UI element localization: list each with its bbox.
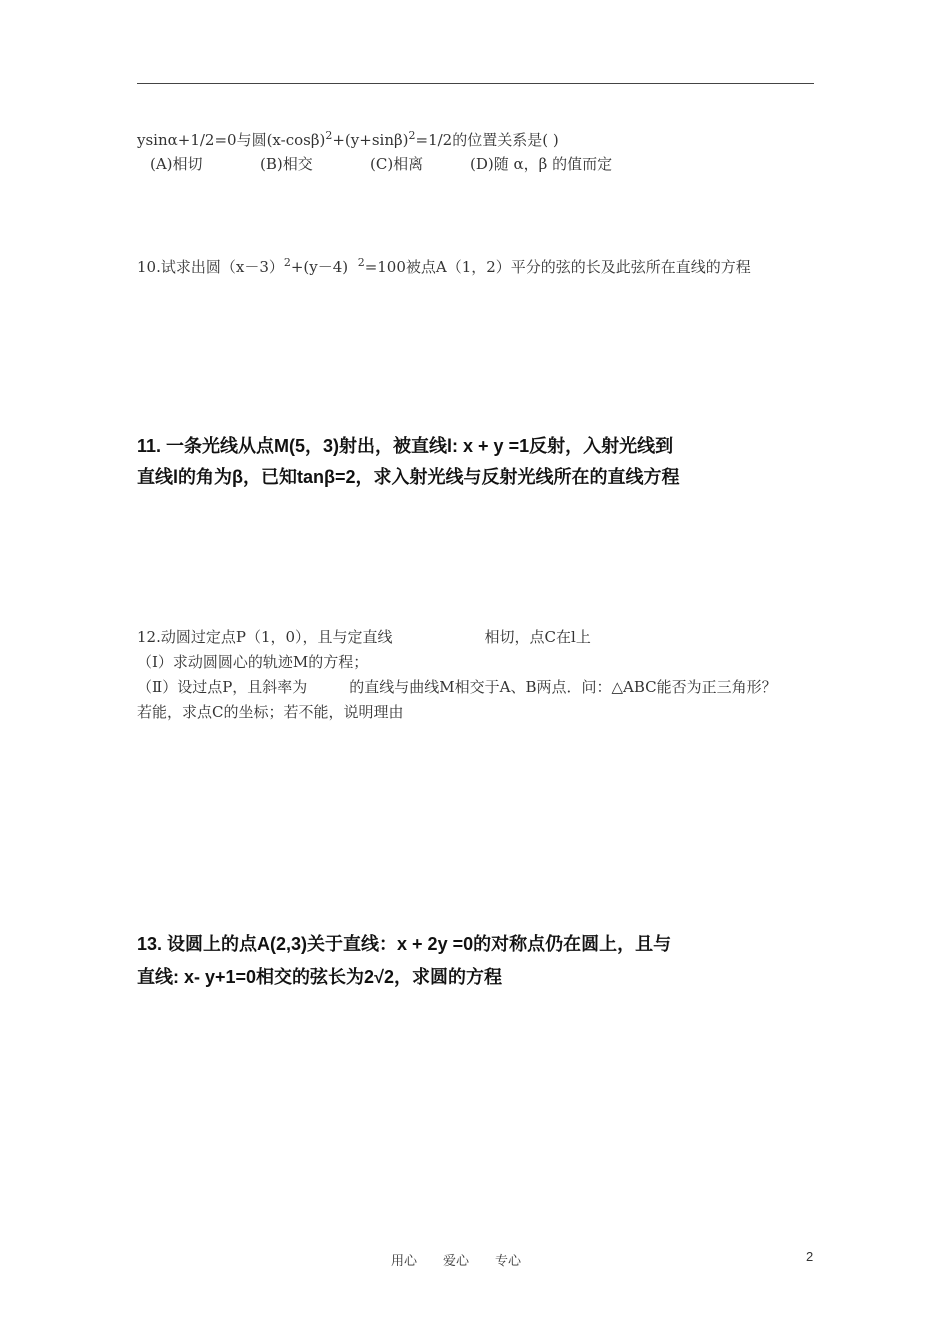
q9-option-d: (D)随 α，β 的值而定 [470, 155, 613, 173]
q9-stem [137, 129, 559, 150]
footer-word: 专心 [495, 1254, 522, 1269]
q9-options [150, 153, 612, 174]
q9-stem-part: ysinα+1/2=0与圆(x-cosβ) [137, 131, 326, 149]
q13-line1: 13. 设圆上的点A(2,3)关于直线：x + 2y =0的对称点仍在圆上，且与 [137, 934, 672, 954]
q12-line2: （Ⅰ）求动圆圆心的轨迹M的方程； [137, 653, 369, 671]
header-rule [137, 83, 814, 84]
q12-line1 [137, 626, 591, 647]
q9-exponent: 2 [408, 129, 416, 142]
q12-part: （Ⅱ）设过点P，且斜率为 [137, 678, 308, 696]
q13-line2: 直线: x- y+1=0相交的弦长为2√2，求圆的方程 [137, 967, 502, 987]
q9-option-c: (C)相离 [370, 155, 424, 173]
q12-line3 [137, 676, 777, 697]
footer-word: 爱心 [443, 1254, 470, 1269]
q9-stem-part: =1/2的位置关系是( ) [415, 131, 559, 149]
q11-line1: 11. 一条光线从点M(5，3)射出，被直线l: x + y =1反射，入射光线到 [137, 436, 674, 456]
q10-text [137, 256, 751, 277]
q10-exponent: 2 [357, 256, 365, 269]
q9-exponent: 2 [325, 129, 333, 142]
q10-exponent: 2 [283, 256, 291, 269]
q11-line2: 直线l的角为β，已知tanβ=2，求入射光线与反射光线所在的直线方程 [137, 467, 680, 487]
q10-part: +(y－4) [290, 258, 358, 276]
q12-part: 的直线与曲线M相交于A、B两点．问：△ABC能否为正三角形？ [349, 678, 777, 696]
page-number: 2 [806, 1249, 814, 1264]
footer-word: 用心 [391, 1254, 418, 1269]
q9-stem-part: +(y+sinβ) [332, 131, 409, 149]
footer-motto [391, 1250, 547, 1269]
q10-part: =100被点A（1，2）平分的弦的长及此弦所在直线的方程 [364, 258, 751, 276]
q9-option-a: (A)相切 [150, 155, 203, 173]
q9-option-b: (B)相交 [260, 155, 313, 173]
q12-part: 相切，点C在l上 [484, 628, 591, 646]
q12-line4: 若能，求点C的坐标；若不能，说明理由 [137, 703, 404, 721]
q10-part: 10.试求出圆（x－3） [137, 258, 284, 276]
q12-part: 12.动圆过定点P（1，0），且与定直线 [137, 628, 393, 646]
